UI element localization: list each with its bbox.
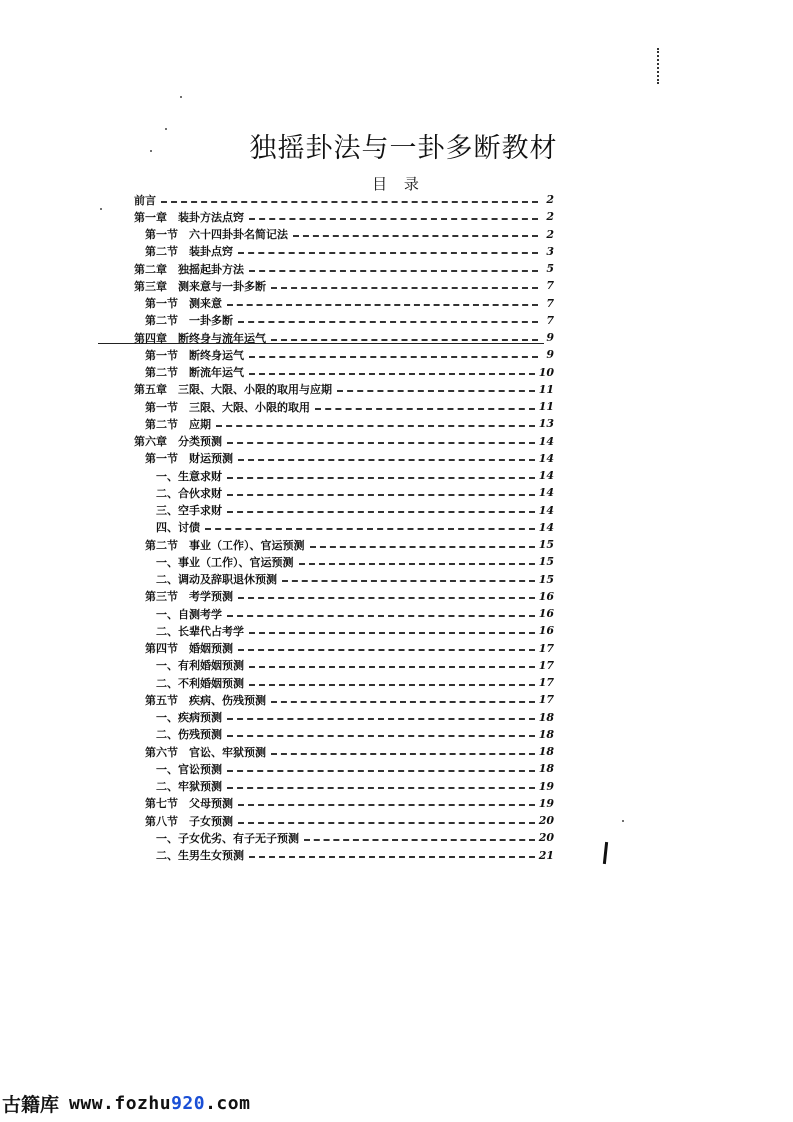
toc-dot-leader [249,218,538,220]
toc-dot-leader [304,839,535,841]
toc-entry [134,571,554,588]
toc-entry-page: 9 [546,331,554,345]
toc-entry-page: 17 [538,658,554,672]
toc-dot-leader [271,339,538,341]
toc-dot-leader [227,615,535,617]
toc-entry [134,795,554,812]
toc-entry [134,295,554,312]
toc-entry-label: 第一节 测来意 [145,297,222,311]
scan-speck [622,820,624,822]
toc-entry-label: 第一章 装卦方法点窍 [134,210,244,224]
toc-dot-leader [238,597,535,599]
toc-entry-label: 二、调动及辞职退休预测 [156,573,277,587]
toc-entry [134,346,554,363]
toc-entry-page: 14 [538,434,554,448]
toc-entry-label: 第二节 应期 [145,417,211,431]
toc-entry-page: 17 [538,693,554,707]
toc-dot-leader [227,770,535,772]
toc-entry-label: 第二章 独摇起卦方法 [134,262,244,276]
toc-entry [134,829,554,846]
toc-entry-label: 第四节 婚姻预测 [145,642,233,656]
toc-entry-page: 15 [538,555,554,569]
toc-dot-leader [249,632,535,634]
pen-mark [603,842,608,864]
toc-entry [134,760,554,777]
toc-dot-leader [271,287,538,289]
toc-entry [134,312,554,329]
toc-dot-leader [293,235,538,237]
toc-dot-leader [238,459,535,461]
toc-entry-label: 第六节 官讼、牢狱预测 [145,745,266,759]
toc-dot-leader [227,442,535,444]
toc-dot-leader [249,856,535,858]
toc-dot-leader [249,666,535,668]
toc-entry-page: 21 [538,848,554,862]
toc-entry-label: 一、自测考学 [156,607,222,621]
watermark-brand: 古籍库 [2,1093,60,1116]
toc-entry-label: 二、不利婚姻预测 [156,676,244,690]
toc-entry-label: 二、牢狱预测 [156,780,222,794]
toc-entry-page: 7 [546,313,554,327]
toc-entry [134,433,554,450]
toc-entry-label: 第一节 三限、大限、小限的取用 [145,400,310,414]
toc-dot-leader [310,546,535,548]
toc-entry-page: 18 [538,710,554,724]
toc-entry [134,208,554,225]
toc-entry-page: 17 [538,641,554,655]
toc-entry-label: 第一节 断终身运气 [145,348,244,362]
toc-dot-leader [227,718,535,720]
toc-dot-leader [227,787,535,789]
toc-entry [134,364,554,381]
watermark-url-prefix: www.fozhu [69,1092,172,1114]
toc-entry-page: 13 [538,417,554,431]
toc-entry-label: 二、伤残预测 [156,728,222,742]
toc-dot-leader [161,201,538,203]
toc-entry-page: 15 [538,572,554,586]
toc-entry-label: 第二节 断流年运气 [145,366,244,380]
toc-entry [134,277,554,294]
toc-entry-page: 7 [546,279,554,293]
toc-entry [134,450,554,467]
toc-entry-label: 第八节 子女预测 [145,814,233,828]
toc-entry [134,415,554,432]
toc-entry [134,605,554,622]
toc-entry-label: 第二节 装卦点窍 [145,245,233,259]
toc-entry-page: 11 [538,400,554,414]
toc-entry-page: 15 [538,538,554,552]
toc-entry [134,847,554,864]
watermark-url-highlight: 920 [171,1092,206,1114]
toc-dot-leader [227,494,535,496]
toc-entry [134,588,554,605]
toc-entry-label: 第五章 三限、大限、小限的取用与应期 [134,383,332,397]
toc-entry [134,657,554,674]
toc-entry-page: 16 [538,607,554,621]
toc-dot-leader [227,477,535,479]
toc-dot-leader [249,684,535,686]
toc-entry-label: 前言 [134,193,156,207]
toc-entry-page: 3 [546,244,554,258]
toc-entry [134,709,554,726]
toc-dot-leader [271,753,535,755]
toc-entry-page: 18 [538,727,554,741]
toc-entry-label: 第五节 疾病、伤残预测 [145,693,266,707]
toc-entry [134,484,554,501]
toc-entry-page: 19 [538,796,554,810]
watermark-url [69,1093,250,1114]
toc-entry-label: 一、有利婚姻预测 [156,659,244,673]
toc-entry-page: 2 [546,210,554,224]
toc-entry-label: 第四章 断终身与流年运气 [134,331,266,345]
toc-entry-page: 16 [538,624,554,638]
toc-dot-leader [238,822,535,824]
toc-dot-leader [227,511,535,513]
toc-entry-label: 一、子女优劣、有子无子预测 [156,831,299,845]
toc-dot-leader [337,390,535,392]
toc-entry-page: 17 [538,676,554,690]
toc-entry [134,622,554,639]
scan-edge-mark [657,48,661,84]
toc-entry-page: 14 [538,469,554,483]
toc-entry-page: 16 [538,589,554,603]
toc-entry [134,467,554,484]
toc-entry-label: 一、疾病预测 [156,711,222,725]
toc-entry-page: 18 [538,745,554,759]
toc-dot-leader [227,304,538,306]
toc-entry [134,812,554,829]
toc-entry [134,260,554,277]
scan-speck [180,96,182,98]
toc-dot-leader [238,649,535,651]
toc-entry-page: 11 [538,382,554,396]
toc-entry-label: 第七节 父母预测 [145,797,233,811]
toc-entry [134,502,554,519]
toc-entry-page: 14 [538,486,554,500]
toc-dot-leader [315,408,535,410]
watermark-url-suffix: .com [205,1092,251,1114]
toc-entry [134,519,554,536]
toc-entry [134,691,554,708]
toc-entry [134,191,554,208]
toc-entry-page: 7 [546,296,554,310]
table-of-contents [134,191,554,864]
toc-entry-page: 19 [538,779,554,793]
document-title: 独摇卦法与一卦多断教材 [249,133,558,164]
toc-entry [134,726,554,743]
toc-entry-page: 20 [538,814,554,828]
toc-entry [134,381,554,398]
toc-entry-label: 一、事业（工作）、官运预测 [156,555,294,569]
toc-entry-label: 第六章 分类预测 [134,435,222,449]
toc-dot-leader [282,580,535,582]
toc-entry [134,243,554,260]
toc-entry-page: 14 [538,503,554,517]
toc-entry [134,553,554,570]
toc-entry [134,640,554,657]
toc-dot-leader [271,701,535,703]
toc-entry-label: 二、长辈代占考学 [156,624,244,638]
pen-underline-mark [98,343,544,344]
toc-entry-page: 20 [538,831,554,845]
toc-entry-page: 10 [538,365,554,379]
toc-entry-label: 第三节 考学预测 [145,590,233,604]
toc-dot-leader [249,270,538,272]
toc-dot-leader [216,425,535,427]
toc-entry-label: 三、空手求财 [156,504,222,518]
watermark-footer [0,1084,262,1122]
toc-entry-page: 18 [538,762,554,776]
toc-entry-page: 2 [546,193,554,207]
toc-entry-page: 14 [538,451,554,465]
toc-entry-label: 二、合伙求财 [156,486,222,500]
toc-entry [134,778,554,795]
toc-entry-page: 9 [546,348,554,362]
toc-dot-leader [205,528,535,530]
toc-dot-leader [249,356,538,358]
scan-speck [100,208,102,210]
toc-entry-label: 第三章 测来意与一卦多断 [134,279,266,293]
toc-entry [134,398,554,415]
toc-entry-page: 5 [546,262,554,276]
toc-entry-label: 第一节 六十四卦卦名简记法 [145,228,288,242]
toc-entry [134,743,554,760]
toc-dot-leader [227,735,535,737]
toc-dot-leader [238,804,535,806]
toc-entry [134,536,554,553]
toc-dot-leader [238,321,538,323]
toc-entry-label: 四、讨债 [156,521,200,535]
toc-entry-label: 第二节 事业（工作）、官运预测 [145,538,305,552]
toc-entry [134,226,554,243]
toc-entry-label: 一、官讼预测 [156,762,222,776]
toc-entry-label: 一、生意求财 [156,469,222,483]
toc-entry-page: 2 [546,227,554,241]
toc-entry-label: 第一节 财运预测 [145,452,233,466]
toc-entry-page: 14 [538,520,554,534]
toc-entry [134,674,554,691]
toc-dot-leader [299,563,535,565]
toc-entry-label: 第二节 一卦多断 [145,314,233,328]
toc-dot-leader [238,252,538,254]
toc-dot-leader [249,373,535,375]
toc-entry-label: 二、生男生女预测 [156,849,244,863]
toc-heading: 目 录 [372,175,425,193]
